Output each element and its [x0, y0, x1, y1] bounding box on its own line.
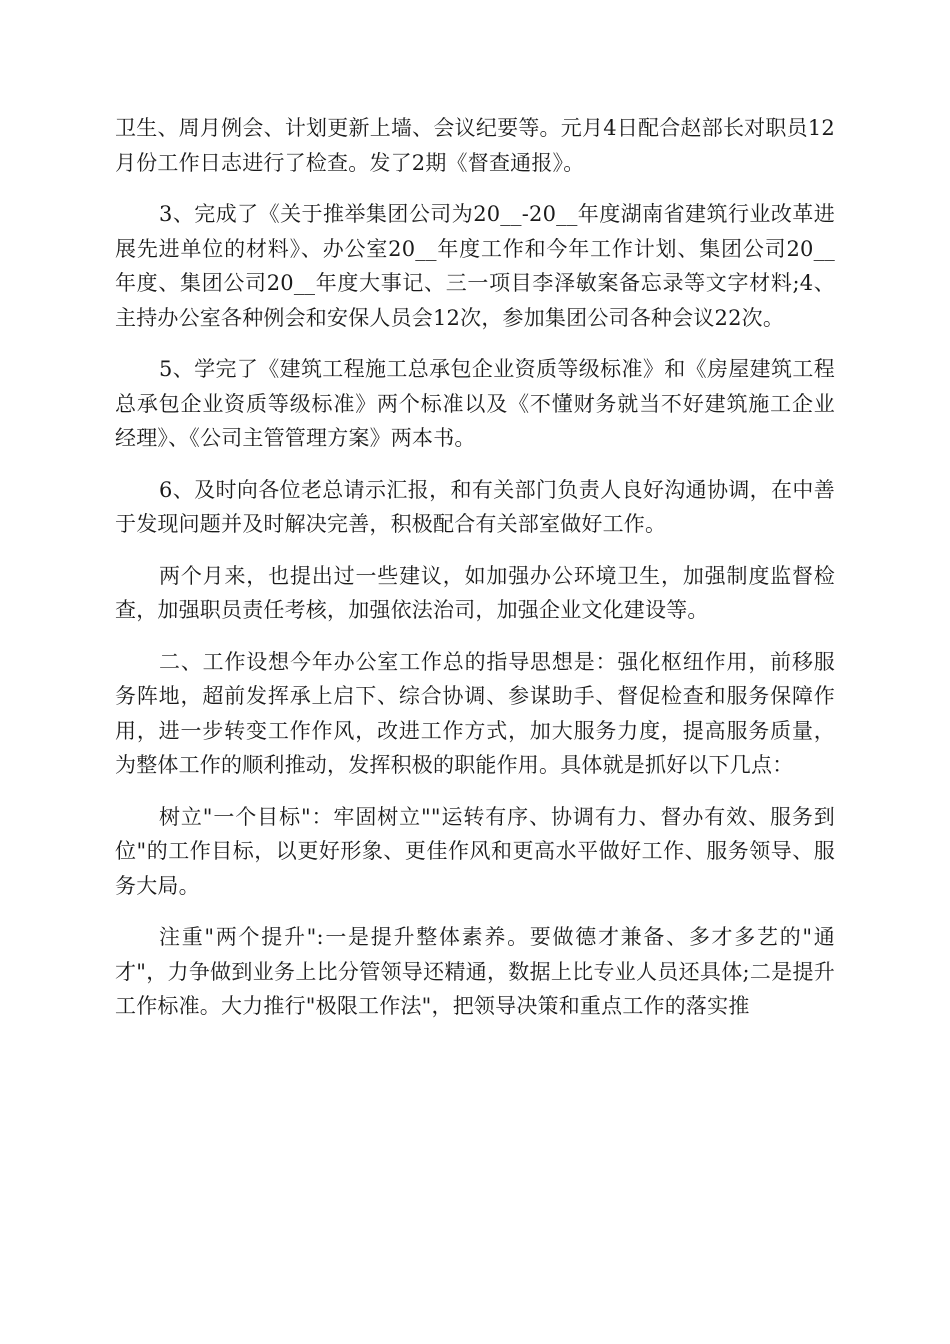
paragraph-8: 注重"两个提升":一是提升整体素养。要做德才兼备、多才多艺的"通才"，力争做到业务上比分管领导还精通，数据上比专业人员还具体;二是提升工作标准。大力推行"极限工作法"，把领导决策和重点工作的落实推 [115, 925, 835, 1018]
paragraph-4: 6、及时向各位老总请示汇报，和有关部门负责人良好沟通协调，在中善于发现问题并及时解决完善，积极配合有关部室做好工作。 [115, 477, 835, 536]
paragraph-1: 卫生、周月例会、计划更新上墙、会议纪要等。元月4日配合赵部长对职员12月份工作日志进行了检查。发了2期《督查通报》。 [115, 116, 835, 175]
paragraph-5: 两个月来，也提出过一些建议，如加强办公环境卫生，加强制度监督检查，加强职员责任考核，加强依法治司，加强企业文化建设等。 [115, 563, 835, 622]
paragraph-7: 树立"一个目标"：牢固树立""运转有序、协调有力、督办有效、服务到位"的工作目标，以更好形象、更佳作风和更高水平做好工作、服务领导、服务大局。 [115, 804, 835, 898]
paragraph-2: 3、完成了《关于推举集团公司为20__-20__年度湖南省建筑行业改革进展先进单位的材料》、办公室20__年度工作和今年工作计划、集团公司20__年度、集团公司20__年度大事记、三一项目李泽敏案备忘录等文字材料;4、主持办公室各种例会和安保人员会12次，参加集团公司各种会议22次。 [115, 202, 835, 330]
paragraph-3: 5、学完了《建筑工程施工总承包企业资质等级标准》和《房屋建筑工程总承包企业资质等级标准》两个标准以及《不懂财务就当不好建筑施工企业经理》、《公司主管管理方案》两本书。 [115, 357, 835, 450]
paragraph-6: 二、工作设想今年办公室工作总的指导思想是：强化枢纽作用，前移服务阵地，超前发挥承上启下、综合协调、参谋助手、督促检查和服务保障作用，进一步转变工作作风，改进工作方式，加大服务力度，提高服务质量，为整体工作的顺利推动，发挥积极的职能作用。具体就是抓好以下几点： [115, 649, 835, 777]
document-body [115, 111, 835, 1041]
